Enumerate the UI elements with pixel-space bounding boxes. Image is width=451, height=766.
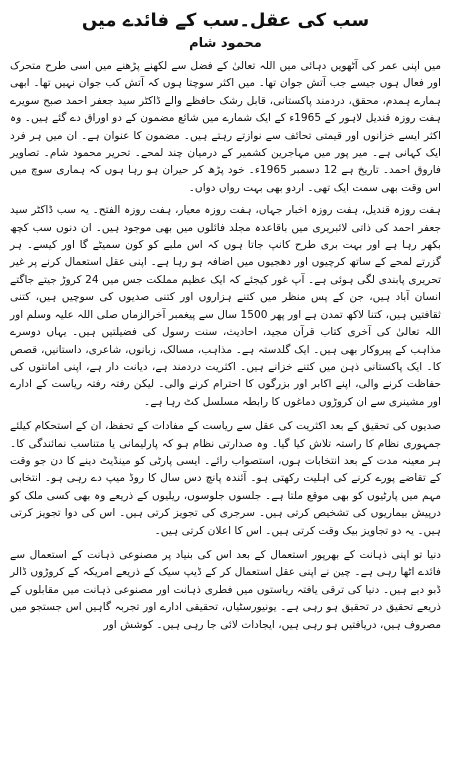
article-paragraph-2: ہفت روزہ قندیل، ہفت روزہ اخبار جہاں، ہفت روزہ معیار، ہفت روزہ الفتح۔ یہ سب ڈاکٹر سید جعفر احمد کی ذاتی لائبریری میں باقاعدہ مجلد فائلوں میں بھی موجود ہیں۔ ان دنوں سب کچھ بکھر رہا ہے اور بہت بری طرح کانپ جاتا ہوں کہ اس ملبے کو کون سمیٹے گا اور کیسے۔ ہر گزرتے لمحے کے ساتھ کرچیوں اور دھجیوں میں اضافہ ہو رہا ہے۔ اپنی عقل استعمال کرنے پر غیر تحریری پابندی لگی ہوئی ہے۔ آپ غور کیجئے کہ ایک عظیم مملکت جس میں 24 کروڑ جیتے جاگتے انسان آباد ہیں، جن کے پس منظر میں کتنے ہزاروں اور کتنی صدیوں کی سوچیں ہیں، کتنی ثقافتیں ہیں، کتنا لاکھ تمدن ہے اور پھر 1500 سال سے پیغمبر آخرالزماں صلی اللہ علیہ وسلم اور اللہ تعالیٰ کی آخری کتاب قرآن مجید، احادیث، سنت رسول کی فضیلتیں ہیں۔ یہاں دوسرے مذاہب کے پیروکار بھی ہیں۔ ایک گلدستہ ہے۔ مذاہب، مسالک، زبانوں، شاعری، داستانیں، قصص کا۔ ایک پاکستانی ذہن میں کتنے خزانے ہیں۔ اکثریت دردمند ہے، دیانت دار ہے، اپنی امانتوں کی حفاظت کرنے والی، اپنے اکابر اور بزرگوں کا احترام کرنے والی۔ لیکن رفتہ رفتہ ریاست کے ادارے اور مشینری سے ان کروڑوں دماغوں کا رابطہ مسلسل کٹ رہا ہے۔ [10, 204, 442, 408]
article-author: محمود شام [189, 36, 262, 51]
article-paragraph-3: صدیوں کی تحقیق کے بعد اکثریت کی عقل سے ریاست کے مفادات کے تحفظ، ان کے استحکام کیلئے جمہوری نظام کا راستہ تلاش کیا گیا۔ وہ صدارتی نظام ہو کہ پارلیمانی یا متناسب نمائندگی کا۔ ہر معینہ مدت کے بعد انتخابات ہوں، استصواب رائے۔ ایسی پارٹی کو مینڈیٹ دینے کا دن جو وقت کے تقاضے پورے کرنے کی اہلیت رکھتی ہو۔ آئندہ پانچ دس سال کا روڈ میپ دے رہی ہو۔ انتخابی مہم میں پارٹیوں کو بھی موقع ملتا ہے۔ جلسوں جلوسوں، ریلیوں کے ذریعے وہ بھی کسی ملک کو درپیش بیماریوں کی تشخیص کرتی ہیں۔ سرجری کی تجویز کرتی ہیں۔ اس کی دوا تجویز کرتی ہیں۔ یہ دو تجاویز بیک وقت کرتی ہیں۔ اس کا اعلان کرتی ہیں۔ [10, 420, 441, 537]
article-title: سب کی عقل۔سب کے فائدے میں [81, 10, 370, 31]
article-paragraph-4: دنیا تو اپنی ذہانت کے بھرپور استعمال کے بعد اس کی بنیاد پر مصنوعی ذہانت کے استعمال سے فائدے اٹھا رہی ہے۔ چین نے اپنی عقل استعمال کر کے ڈیپ سیک کے ذریعے امریکہ کے کروڑوں ڈالر ڈبو دیے ہیں۔ دنیا کی ترقی یافتہ ریاستوں میں فطری ذہانت اور مصنوعی ذہانت میں مقابلوں کے ذریعے تحقیق در تحقیق ہو رہی ہے۔ یونیورسٹیاں، تحقیقی ادارے اور تجربہ گاہیں اس جستجو میں مصروف ہیں، دریافتیں ہو رہی ہیں، ایجادات لائی جا رہی ہیں۔ کوشش اور [10, 548, 441, 631]
article-paragraph-1: میں اپنی عمر کی آٹھویں دہائی میں اللہ تعالیٰ کے فضل سے لکھنے پڑھنے میں اسی طرح متحرک اور فعال ہوں جیسے جب آتش جوان تھا۔ میں اکثر سوچتا ہوں کہ آتش کب جوان نہیں تھا۔ ابھی ہمارے ہمدم، محقق، دردمند پاکستانی، قابل رشک حافظے والے ڈاکٹر سید جعفر احمد صبح سویرے ہفت روزہ قندیل لاہور کے 1965ء کے ایک شمارے میں شائع مضمون کے دو اوراق دے گئے ہیں۔ وہ اکثر ایسے خزانوں اور قیمتی تحائف سے نوازتے رہتے ہیں۔ مضمون کا عنوان ہے۔ ان میں ہر فرد ایک کہانی ہے۔ میر پور میں مہاجرین کشمیر کے درمیان چند لمحے۔ تحریر محمود شام۔ تصاویر فاروق احمد۔ تاریخ ہے 12 دسمبر 1965ء۔ خود پڑھ کر حیران ہو رہا ہوں کہ ہماری سوچ میں اس وقت بھی سمت ایک تھی۔ اردو بھی بہت رواں دواں۔ [10, 60, 441, 194]
